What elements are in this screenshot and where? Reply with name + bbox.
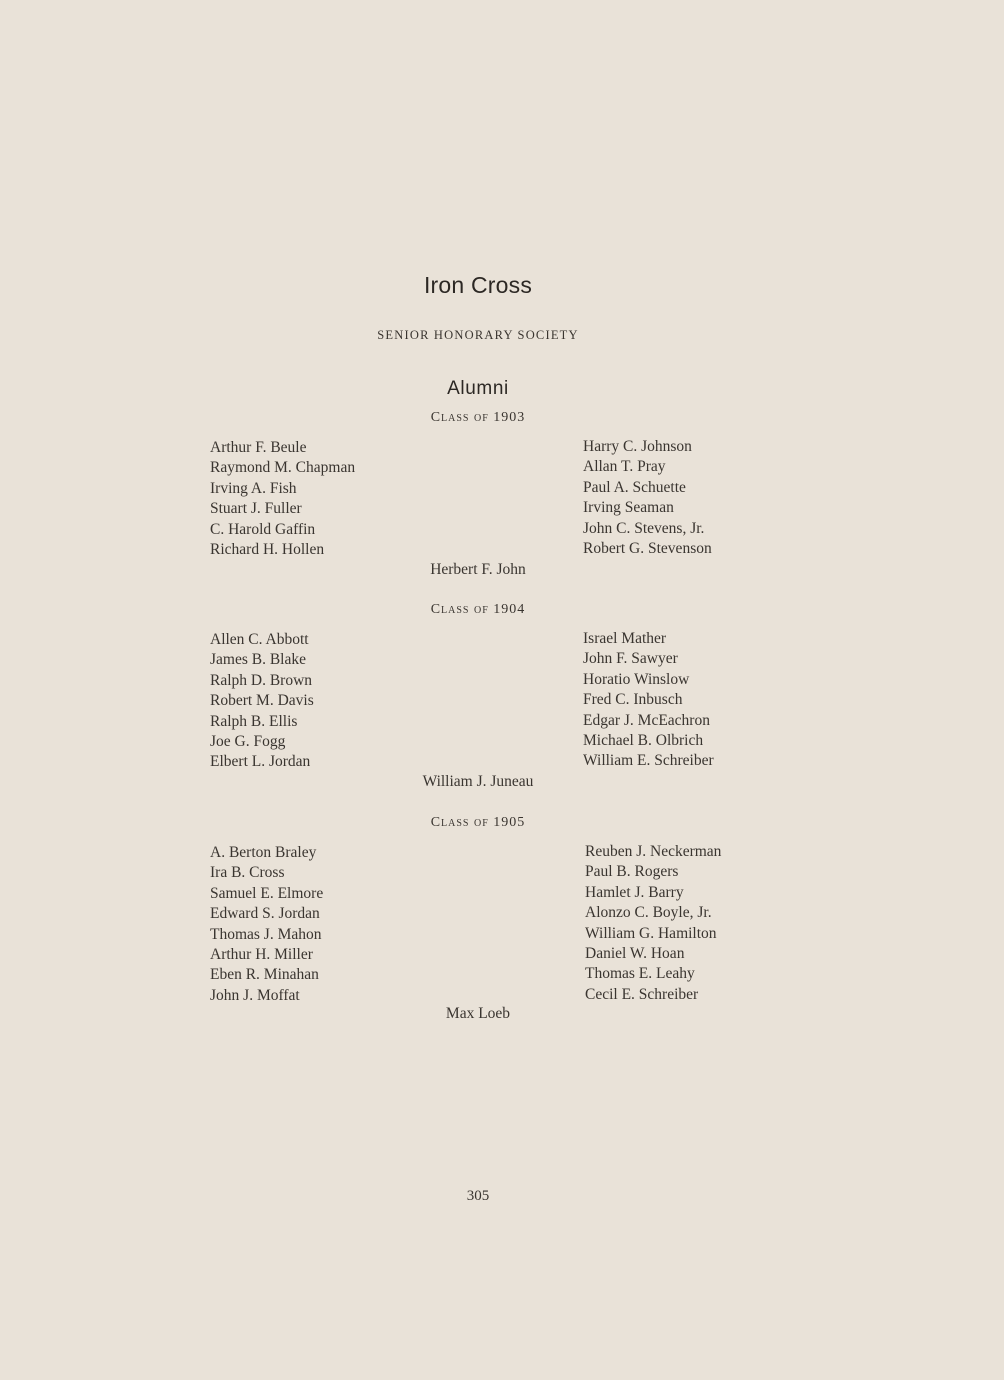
member-name: Israel Mather [583, 630, 667, 647]
member-name: Michael B. Olbrich [583, 732, 704, 750]
class-heading-1905: Class of 1905 [430, 815, 526, 830]
member-name: Robert G. Stevenson [583, 540, 712, 558]
member-name: Alonzo C. Boyle, Jr. [585, 904, 712, 922]
class-1903-left-column [210, 438, 355, 560]
member-name: C. Harold Gaffin [210, 520, 316, 538]
class-heading-1904: Class of 1904 [430, 602, 526, 617]
member-name: Thomas J. Mahon [210, 925, 322, 943]
member-name: Cecil E. Schreiber [585, 985, 699, 1003]
member-name: Ralph B. Ellis [210, 712, 298, 730]
member-name: Richard H. Hollen [210, 541, 325, 559]
member-name: Samuel E. Elmore [210, 884, 324, 902]
member-name: Paul B. Rogers [585, 863, 679, 881]
member-name: Thomas E. Leahy [585, 965, 695, 983]
member-name: James B. Blake [210, 651, 306, 669]
class-1905-center-name: Max Loeb [445, 1005, 511, 1022]
class-1905-left-column [210, 843, 323, 1006]
class-1905-right-column [585, 842, 721, 1005]
member-name: Arthur F. Beule [210, 439, 307, 456]
member-name: Raymond M. Chapman [210, 459, 356, 477]
member-name: Ira B. Cross [210, 864, 285, 882]
member-name: A. Berton Braley [210, 844, 317, 861]
member-name: Horatio Winslow [583, 670, 690, 688]
member-name: Stuart J. Fuller [210, 500, 302, 518]
member-name: Irving Seaman [583, 499, 674, 517]
member-name: Ralph D. Brown [210, 671, 313, 689]
member-name: Irving A. Fish [210, 479, 297, 497]
member-name: Joe G. Fogg [210, 733, 286, 751]
member-name: Allen C. Abbott [210, 631, 309, 648]
member-name: Edgar J. McEachron [583, 711, 710, 729]
class-1904-right-column [583, 629, 714, 772]
member-name: William G. Hamilton [585, 924, 717, 942]
member-name: Reuben J. Neckerman [585, 843, 722, 860]
class-1903-center-name: Herbert F. John [430, 561, 526, 578]
member-name: Harry C. Johnson [583, 438, 692, 455]
member-name: William E. Schreiber [583, 752, 714, 770]
member-name: Eben R. Minahan [210, 966, 319, 984]
class-1903-right-column [583, 437, 712, 559]
section-heading: Alumni [447, 378, 509, 399]
page-subtitle: SENIOR HONORARY SOCIETY [377, 328, 579, 342]
member-name: Elbert L. Jordan [210, 753, 311, 771]
member-name: John J. Moffat [210, 986, 300, 1004]
class-heading-1903: Class of 1903 [430, 410, 526, 425]
member-name: Daniel W. Hoan [585, 945, 685, 963]
member-name: Hamlet J. Barry [585, 883, 684, 901]
member-name: Fred C. Inbusch [583, 691, 683, 709]
member-name: Allan T. Pray [583, 458, 666, 476]
class-1904-left-column [210, 630, 314, 773]
member-name: John C. Stevens, Jr. [583, 519, 705, 537]
member-name: Edward S. Jordan [210, 905, 320, 923]
member-name: Paul A. Schuette [583, 478, 686, 496]
member-name: Robert M. Davis [210, 692, 314, 710]
page-title: Iron Cross [423, 272, 533, 298]
member-name: John F. Sawyer [583, 650, 678, 668]
member-name: Arthur H. Miller [210, 946, 313, 964]
class-1904-center-name: William J. Juneau [422, 773, 534, 790]
page-number: 305 [466, 1188, 490, 1204]
